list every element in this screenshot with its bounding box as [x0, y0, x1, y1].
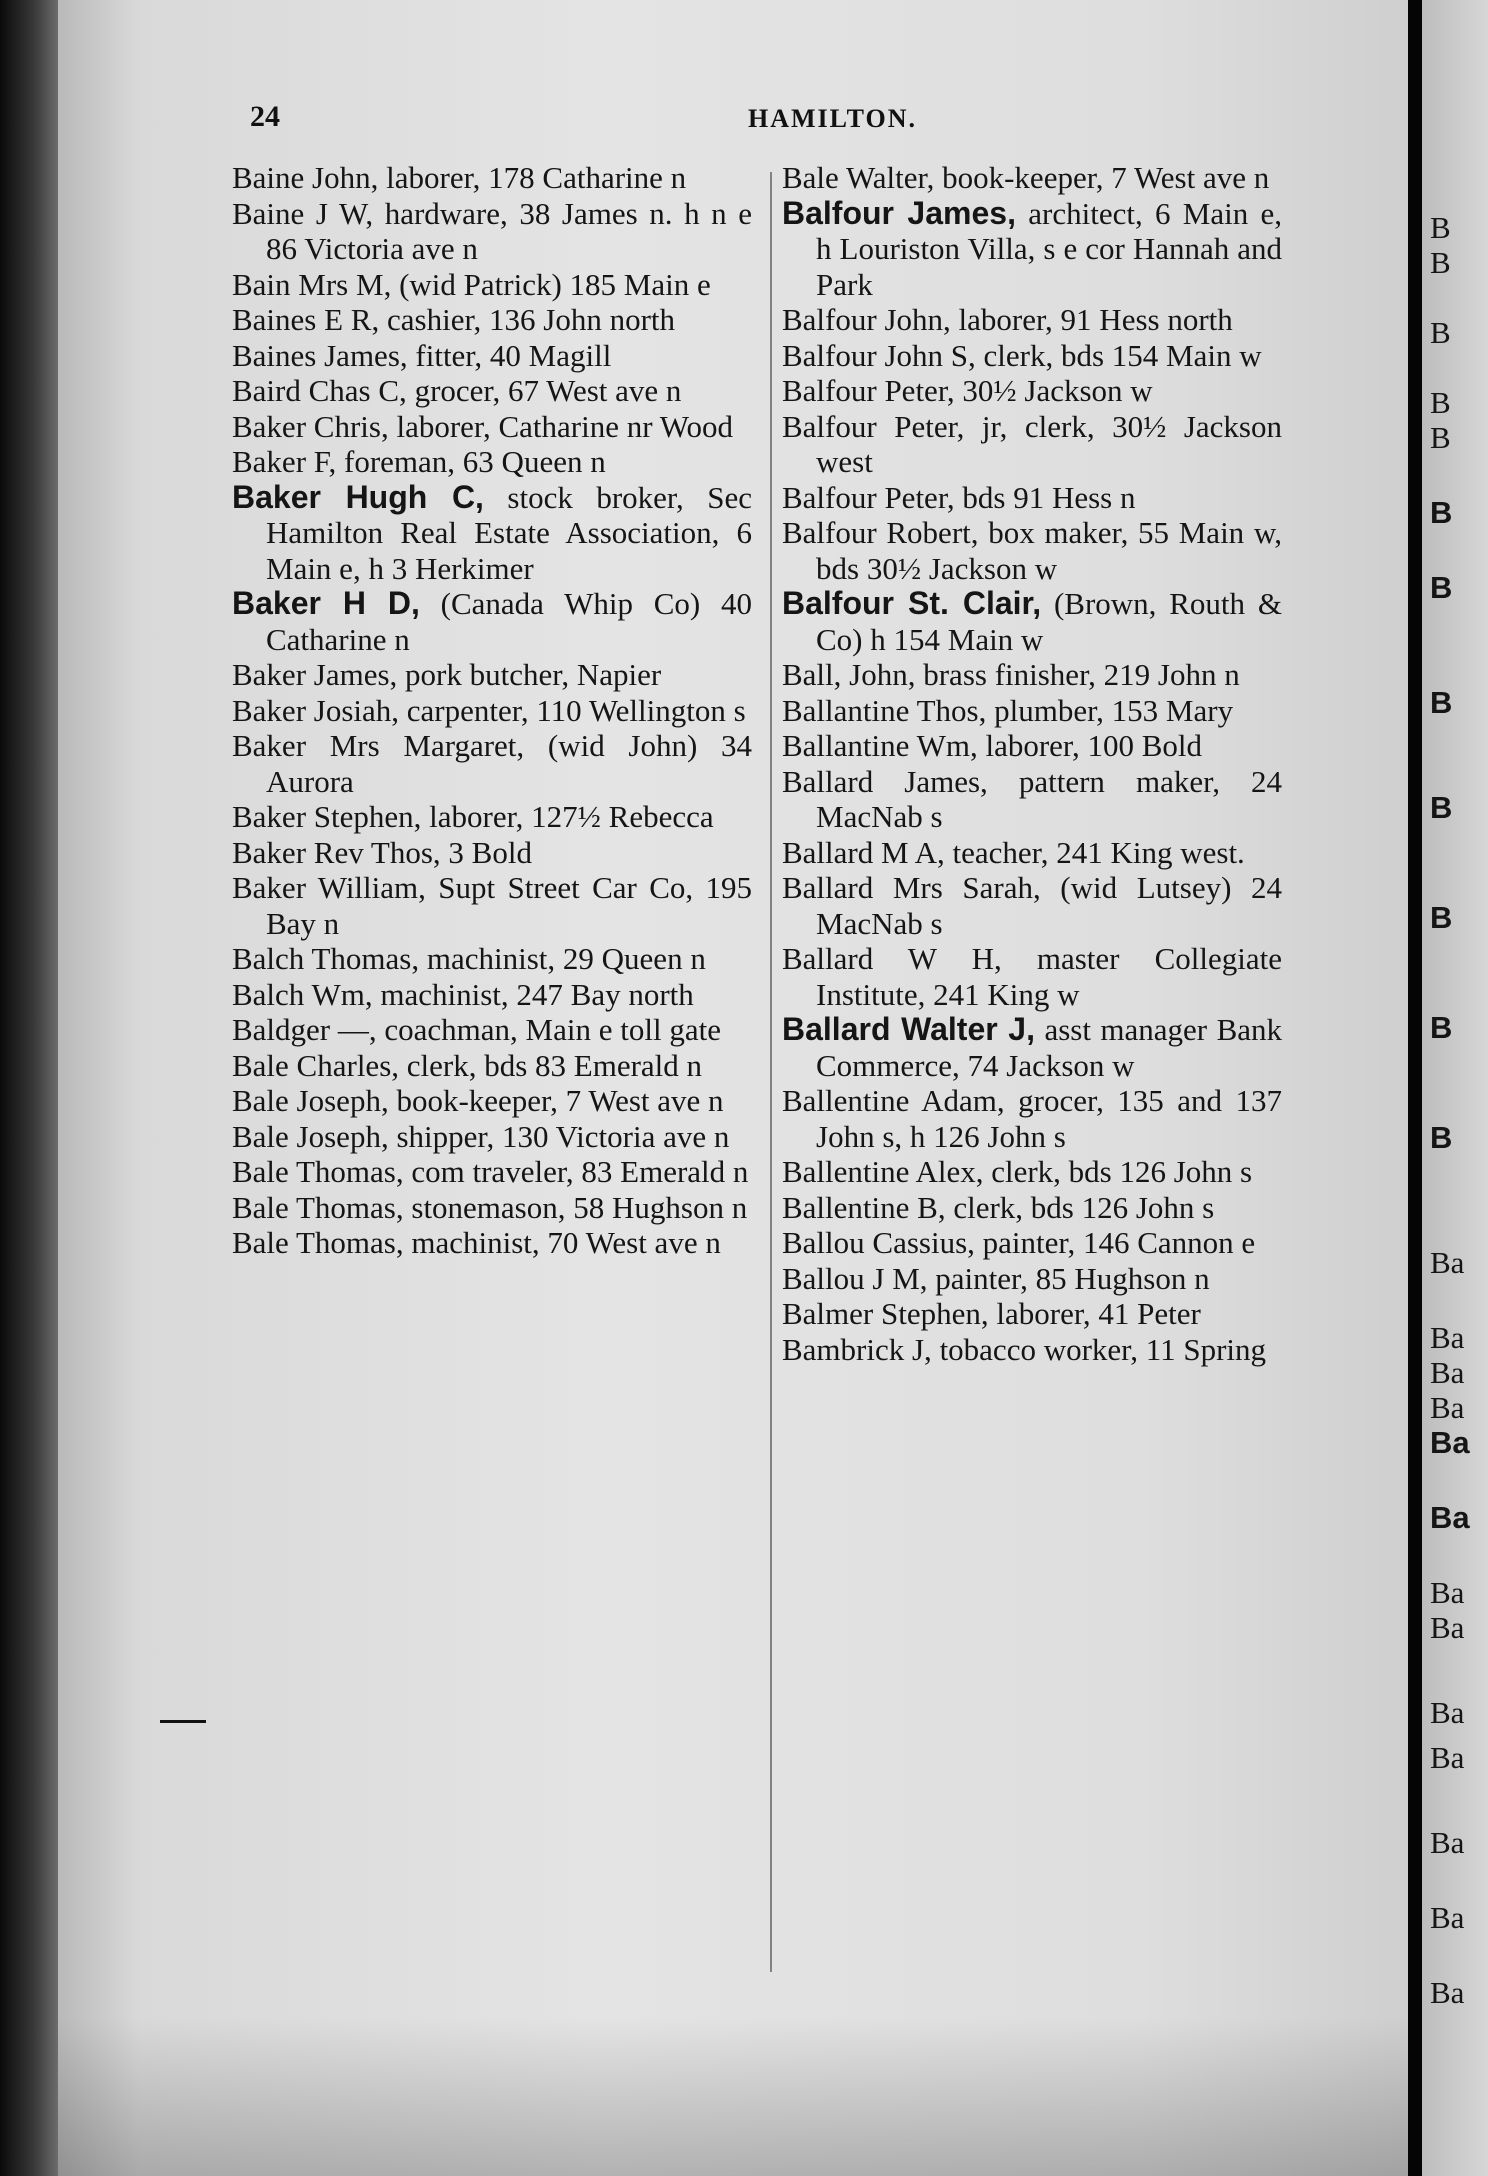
entry-name: Bale Joseph,	[232, 1083, 389, 1118]
entry-name: Baker William,	[232, 870, 426, 905]
entry-details: foreman, 63 Queen n	[336, 444, 606, 479]
facing-page-fragment: Ba	[1430, 1245, 1465, 1280]
entry-details: teacher, 241 King west.	[944, 834, 1245, 870]
entry-details: grocer, 67 West ave n	[406, 373, 682, 408]
entry-details: architect, 6 Main e, h Louriston Villa, s e cor Hannah and Park	[816, 195, 1283, 302]
entry-details: stock broker, Sec Hamilton Real Estate Association, 6 Main e, h 3 Herkimer	[266, 479, 752, 586]
entry-name: Ballard Mrs Sarah,	[782, 870, 1041, 905]
entry-details: clerk, bds 83 Emerald n	[399, 1047, 703, 1083]
directory-entry	[782, 302, 1282, 338]
entry-name: Balfour Peter, jr,	[782, 408, 1008, 444]
entry-details: grocer, 135 and 137 John s, h 126 John s	[816, 1083, 1282, 1154]
entry-name: Bale Thomas,	[232, 1225, 404, 1260]
entry-details: book-keeper, 7 West ave n	[934, 160, 1270, 195]
directory-entry	[782, 480, 1282, 516]
entry-name: Ballou Cassius,	[782, 1225, 975, 1260]
directory-entry	[232, 338, 752, 374]
right-column	[782, 160, 1282, 1367]
directory-entry	[232, 693, 752, 729]
running-head: HAMILTON.	[748, 104, 917, 133]
directory-entry	[232, 941, 752, 977]
directory-entry	[232, 728, 752, 799]
facing-page-fragment: Ba	[1430, 1900, 1465, 1935]
entry-name: Baker Mrs Margaret,	[232, 728, 525, 763]
directory-entry	[232, 657, 752, 693]
entry-details: (wid John) 34 Aurora	[266, 728, 752, 799]
entry-details: tobacco worker, 11 Spring	[931, 1331, 1267, 1367]
directory-entry	[782, 338, 1282, 374]
entry-name: Balch Thomas,	[232, 941, 420, 976]
entry-details: plumber, 153 Mary	[986, 692, 1234, 728]
entry-name: Baird Chas C,	[232, 373, 407, 408]
facing-page-fragment: B	[1430, 245, 1451, 280]
facing-page-fragment: Ba	[1430, 1825, 1465, 1860]
entry-details: asst manager Bank Commerce, 74 Jackson w	[816, 1012, 1283, 1083]
facing-page-fragment: Ba	[1430, 1390, 1465, 1425]
directory-entry	[782, 870, 1282, 941]
entry-name: Baker James,	[232, 657, 398, 692]
directory-entry	[232, 196, 752, 267]
directory-entry	[232, 1083, 752, 1119]
facing-page-fragment: B	[1430, 385, 1451, 420]
directory-entry	[782, 586, 1282, 657]
entry-details: com traveler, 83 Emerald n	[403, 1154, 749, 1189]
entry-name: Bambrick J,	[782, 1331, 932, 1367]
directory-entry	[782, 160, 1282, 196]
facing-page-fragment: Ba	[1430, 1740, 1465, 1775]
entry-details: clerk, bds 126 John s	[983, 1154, 1253, 1189]
entry-name: Balmer Stephen,	[782, 1296, 989, 1331]
entry-name: Bale Thomas,	[232, 1154, 404, 1189]
entry-details: book-keeper, 7 West ave n	[388, 1083, 724, 1118]
facing-page-fragment: B	[1430, 420, 1451, 455]
entry-name: Balfour St. Clair,	[782, 585, 1042, 621]
entry-details: 3 Bold	[440, 834, 532, 870]
facing-page-fragment: Ba	[1430, 1425, 1470, 1460]
facing-page-fragment: Ba	[1430, 1575, 1465, 1610]
directory-entry	[232, 586, 752, 657]
directory-entry	[232, 799, 752, 835]
entry-name: Ballard Walter J,	[782, 1011, 1035, 1047]
entry-name: Bale Joseph,	[232, 1118, 389, 1154]
directory-entry	[782, 409, 1282, 480]
entry-name: Ballard James,	[782, 763, 988, 799]
entry-details: laborer, Catharine nr Wood	[388, 408, 734, 444]
entry-name: Baker Stephen,	[232, 799, 422, 834]
directory-entry	[232, 373, 752, 409]
entry-details: brass finisher, 219 John n	[915, 657, 1240, 692]
entry-details: laborer, 91 Hess north	[950, 302, 1233, 337]
entry-details: laborer, 127½ Rebecca	[421, 799, 714, 834]
entry-details: laborer, 41 Peter	[988, 1296, 1201, 1331]
entry-name: Baker Hugh C,	[232, 478, 484, 515]
facing-page-fragment: B	[1430, 790, 1453, 825]
entry-details: laborer, 178 Catharine n	[378, 160, 687, 195]
entry-details: machinist, 29 Queen n	[419, 941, 706, 976]
entry-name: Bale Thomas,	[232, 1189, 404, 1225]
entry-name: Baker Josiah,	[232, 692, 400, 728]
directory-entry	[782, 657, 1282, 693]
column-divider	[770, 172, 772, 1972]
directory-entry	[232, 409, 752, 445]
directory-entry	[782, 1154, 1282, 1190]
directory-entry	[232, 1119, 752, 1155]
directory-entry	[782, 1225, 1282, 1261]
directory-entry	[232, 977, 752, 1013]
directory-entry	[232, 302, 752, 338]
entry-details: (Canada Whip Co) 40 Catharine n	[266, 586, 753, 657]
entry-details: machinist, 70 West ave n	[403, 1225, 721, 1260]
entry-name: Baker H D,	[232, 585, 420, 621]
entry-name: Ballentine B,	[782, 1189, 946, 1225]
directory-entry	[782, 196, 1282, 303]
entry-name: Balfour Robert,	[782, 515, 979, 550]
facing-page-fragment: Ba	[1430, 1320, 1465, 1355]
entry-details: hardware, 38 James n. h n e 86 Victoria ave n	[266, 195, 752, 266]
entry-name: Ballard W H,	[782, 941, 1002, 976]
facing-page-fragment: Ba	[1430, 1355, 1465, 1390]
directory-entry	[782, 373, 1282, 409]
entry-details: Supt Street Car Co, 195 Bay n	[266, 870, 752, 941]
directory-entry	[232, 267, 752, 303]
directory-entry	[782, 1190, 1282, 1226]
entry-name: Baine John,	[232, 160, 379, 195]
directory-entry	[232, 1190, 752, 1226]
directory-entry	[232, 1154, 752, 1190]
entry-name: Ballantine Thos,	[782, 692, 987, 728]
entry-name: Ballou J M,	[782, 1260, 928, 1296]
entry-details: machinist, 247 Bay north	[372, 976, 694, 1012]
entry-details: painter, 85 Hughson n	[927, 1260, 1210, 1296]
entry-details: (wid Patrick) 185 Main e	[391, 266, 711, 302]
entry-name: Baines James,	[232, 337, 408, 373]
entry-name: Ball, John,	[782, 657, 916, 692]
directory-entry	[782, 1296, 1282, 1332]
entry-name: Balfour Peter,	[782, 479, 955, 515]
entry-details: clerk, 30½ Jackson west	[816, 408, 1282, 479]
entry-name: Ballantine Wm,	[782, 728, 978, 763]
directory-entry	[782, 1261, 1282, 1297]
directory-entry	[782, 1332, 1282, 1368]
facing-page-fragment: B	[1430, 900, 1453, 935]
margin-mark	[160, 1720, 206, 1723]
entry-details: 30½ Jackson w	[954, 373, 1153, 408]
facing-page-fragment: Ba	[1430, 1975, 1465, 2010]
entry-name: Bale Walter,	[782, 160, 935, 195]
facing-page-fragment: B	[1430, 495, 1453, 530]
entry-details: shipper, 130 Victoria ave n	[388, 1118, 730, 1154]
book-binding-left	[0, 0, 58, 2176]
entry-name: Balfour John S,	[782, 337, 976, 373]
book-gutter	[1408, 0, 1422, 2176]
entry-details: stonemason, 58 Hughson n	[403, 1189, 748, 1225]
entry-name: Balfour Peter,	[782, 373, 955, 408]
directory-entry	[782, 728, 1282, 764]
directory-entry	[782, 764, 1282, 835]
entry-name: Baker Rev Thos,	[232, 834, 441, 870]
entry-details: (Brown, Routh & Co) h 154 Main w	[816, 586, 1283, 657]
page-number: 24	[250, 100, 280, 133]
facing-page-fragment: Ba	[1430, 1500, 1470, 1535]
directory-entry	[232, 480, 752, 587]
entry-name: Bale Charles,	[232, 1047, 400, 1083]
entry-details: pattern maker, 24 MacNab s	[816, 763, 1282, 834]
entry-name: Balfour John,	[782, 302, 951, 337]
directory-entry	[232, 1048, 752, 1084]
entry-name: Baldger —,	[232, 1012, 377, 1047]
facing-page-edge	[1422, 0, 1488, 2176]
directory-entry	[782, 941, 1282, 1012]
directory-entry	[782, 1083, 1282, 1154]
directory-entry	[232, 835, 752, 871]
entry-details: clerk, bds 154 Main w	[975, 337, 1262, 373]
entry-name: Balch Wm,	[232, 976, 373, 1012]
directory-entry	[232, 1225, 752, 1261]
facing-page-fragment: Ba	[1430, 1695, 1465, 1730]
directory-entry	[232, 160, 752, 196]
facing-page-fragment: B	[1430, 315, 1451, 350]
directory-entry	[232, 870, 752, 941]
entry-details: cashier, 136 John north	[379, 302, 676, 337]
entry-name: Balfour James,	[782, 194, 1016, 231]
directory-entry	[782, 515, 1282, 586]
entry-details: (wid Lutsey) 24 MacNab s	[816, 870, 1282, 941]
entry-name: Baker Chris,	[232, 408, 389, 444]
entry-details: bds 91 Hess n	[954, 479, 1136, 515]
entry-details: painter, 146 Cannon e	[974, 1225, 1256, 1260]
entry-details: laborer, 100 Bold	[977, 728, 1203, 763]
entry-name: Baines E R,	[232, 302, 380, 337]
entry-name: Baine J W,	[232, 195, 374, 231]
entry-name: Ballard M A,	[782, 834, 945, 870]
facing-page-fragment: B	[1430, 1120, 1453, 1155]
directory-entry	[782, 693, 1282, 729]
entry-details: carpenter, 110 Wellington s	[399, 692, 746, 728]
facing-page-fragment: B	[1430, 1010, 1453, 1045]
entry-details: clerk, bds 126 John s	[945, 1189, 1215, 1225]
entry-details: fitter, 40 Magill	[407, 337, 612, 373]
entry-details: coachman, Main e toll gate	[376, 1012, 721, 1047]
entry-name: Bain Mrs M,	[232, 266, 392, 302]
entry-details: pork butcher, Napier	[397, 657, 662, 692]
facing-page-fragment: B	[1430, 210, 1451, 245]
facing-page-fragment: B	[1430, 685, 1453, 720]
directory-entry	[232, 1012, 752, 1048]
left-column	[232, 160, 752, 1261]
entry-name: Ballentine Adam,	[782, 1083, 1005, 1118]
directory-entry	[782, 835, 1282, 871]
directory-entry	[782, 1012, 1282, 1083]
entry-name: Baker F,	[232, 444, 337, 479]
entry-details: master Collegiate Institute, 241 King w	[816, 941, 1282, 1012]
entry-name: Ballentine Alex,	[782, 1154, 984, 1189]
directory-entry	[232, 444, 752, 480]
entry-details: box maker, 55 Main w, bds 30½ Jackson w	[816, 515, 1282, 586]
facing-page-fragment: B	[1430, 570, 1453, 605]
facing-page-fragment: Ba	[1430, 1610, 1465, 1645]
